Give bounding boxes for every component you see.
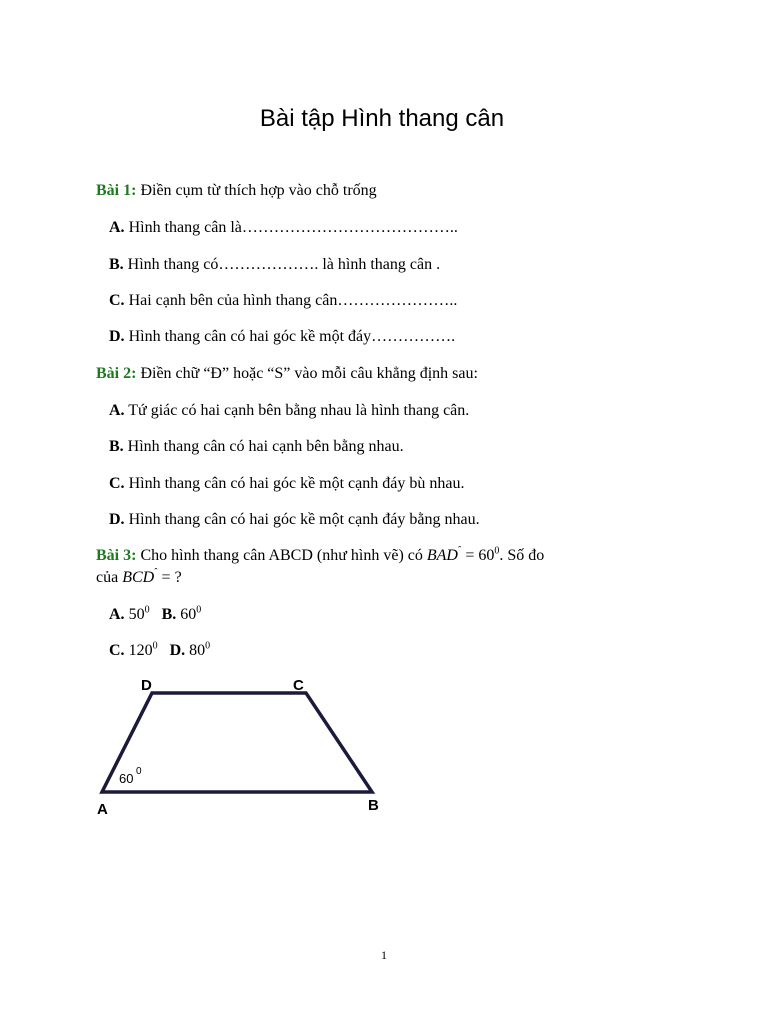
angle-a-label: 60 (119, 771, 134, 786)
item-text: Hình thang cân có hai góc kề một cạnh đáy bằng nhau. (128, 511, 480, 528)
item-letter: A. (109, 402, 125, 419)
item-text: Tứ giác có hai cạnh bên bằng nhau là hình thang cân. (128, 402, 470, 419)
angle-bcd-question: = ? (157, 569, 182, 586)
angle-bad-value: = 60 (461, 547, 495, 564)
page-title: Bài tập Hình thang cân (259, 105, 505, 132)
option-letter: C. (109, 642, 125, 659)
angle-bcd: BCD (122, 569, 155, 586)
exercise-3-prompt-part3: của (96, 569, 119, 586)
item-letter: B. (109, 438, 124, 455)
degree-sup: 0 (196, 604, 202, 616)
exercise-2-heading (96, 364, 478, 384)
angle-hat: ˆ (457, 545, 462, 557)
option-value: 120 (128, 642, 153, 659)
vertex-d-label: D (141, 677, 152, 694)
option-value: 80 (189, 642, 206, 659)
exercise-3-prompt-part1: Cho hình thang cân ABCD (như hình vẽ) có (140, 547, 423, 564)
exercise-2-item (109, 510, 480, 530)
vertex-c-label: C (293, 677, 304, 694)
item-letter: D. (109, 511, 125, 528)
exercise-1-item (109, 255, 440, 275)
degree-sup: 0 (152, 640, 158, 652)
option-letter: A. (109, 606, 125, 623)
exercise-2-prompt: Điền chữ “Đ” hoặc “S” vào mỗi câu khẳng định sau: (140, 365, 478, 382)
option-letter: D. (169, 642, 186, 659)
angle-a-degree: 0 (136, 766, 142, 777)
item-text: Hình thang cân có hai góc kề một đáy……………. (128, 328, 456, 345)
exercise-2-item (109, 437, 404, 457)
item-text: Hình thang cân có hai góc kề một cạnh đáy bù nhau. (128, 475, 465, 492)
item-letter: D. (109, 328, 125, 345)
item-letter: C. (109, 292, 125, 309)
exercise-2-label: Bài 2: (96, 365, 137, 382)
degree-sup: 0 (205, 640, 211, 652)
trapezoid-diagram (90, 672, 390, 822)
item-letter: C. (109, 475, 125, 492)
item-letter: B. (109, 256, 124, 273)
exercise-1-item (109, 327, 455, 347)
exercise-2-item (109, 474, 464, 494)
option-letter: B. (161, 606, 177, 623)
item-text: Hình thang có………………. là hình thang cân . (127, 256, 441, 273)
vertex-b-label: B (368, 797, 379, 814)
degree-sup: 0 (494, 545, 500, 557)
exercise-3-options-row-2 (109, 641, 210, 661)
exercise-1-item (109, 291, 457, 311)
page-number: 1 (381, 948, 387, 962)
option-value: 50 (128, 606, 145, 623)
item-letter: A. (109, 219, 125, 236)
item-text: Hình thang cân có hai cạnh bên bằng nhau. (127, 438, 404, 455)
item-text: Hai cạnh bên của hình thang cân………………….. (128, 292, 458, 309)
exercise-3-options-row-1 (109, 605, 201, 625)
exercise-1-prompt: Điền cụm từ thích hợp vào chỗ trống (140, 182, 377, 199)
angle-hat: ˆ (154, 567, 158, 579)
exercise-3-prompt-part2: . Số đo (499, 547, 545, 564)
exercise-3-heading (96, 545, 671, 589)
exercise-1-heading (96, 181, 377, 201)
exercise-1-item (109, 218, 458, 238)
vertex-a-label: A (97, 801, 108, 818)
trapezoid-abcd (102, 693, 372, 792)
option-value: 60 (180, 606, 197, 623)
exercise-2-item (109, 401, 469, 421)
item-text: Hình thang cân là………………………………….. (128, 219, 458, 236)
exercise-1-label: Bài 1: (96, 182, 137, 199)
exercise-3-label: Bài 3: (96, 547, 137, 564)
degree-sup: 0 (144, 604, 150, 616)
angle-bad: BAD (426, 547, 458, 564)
